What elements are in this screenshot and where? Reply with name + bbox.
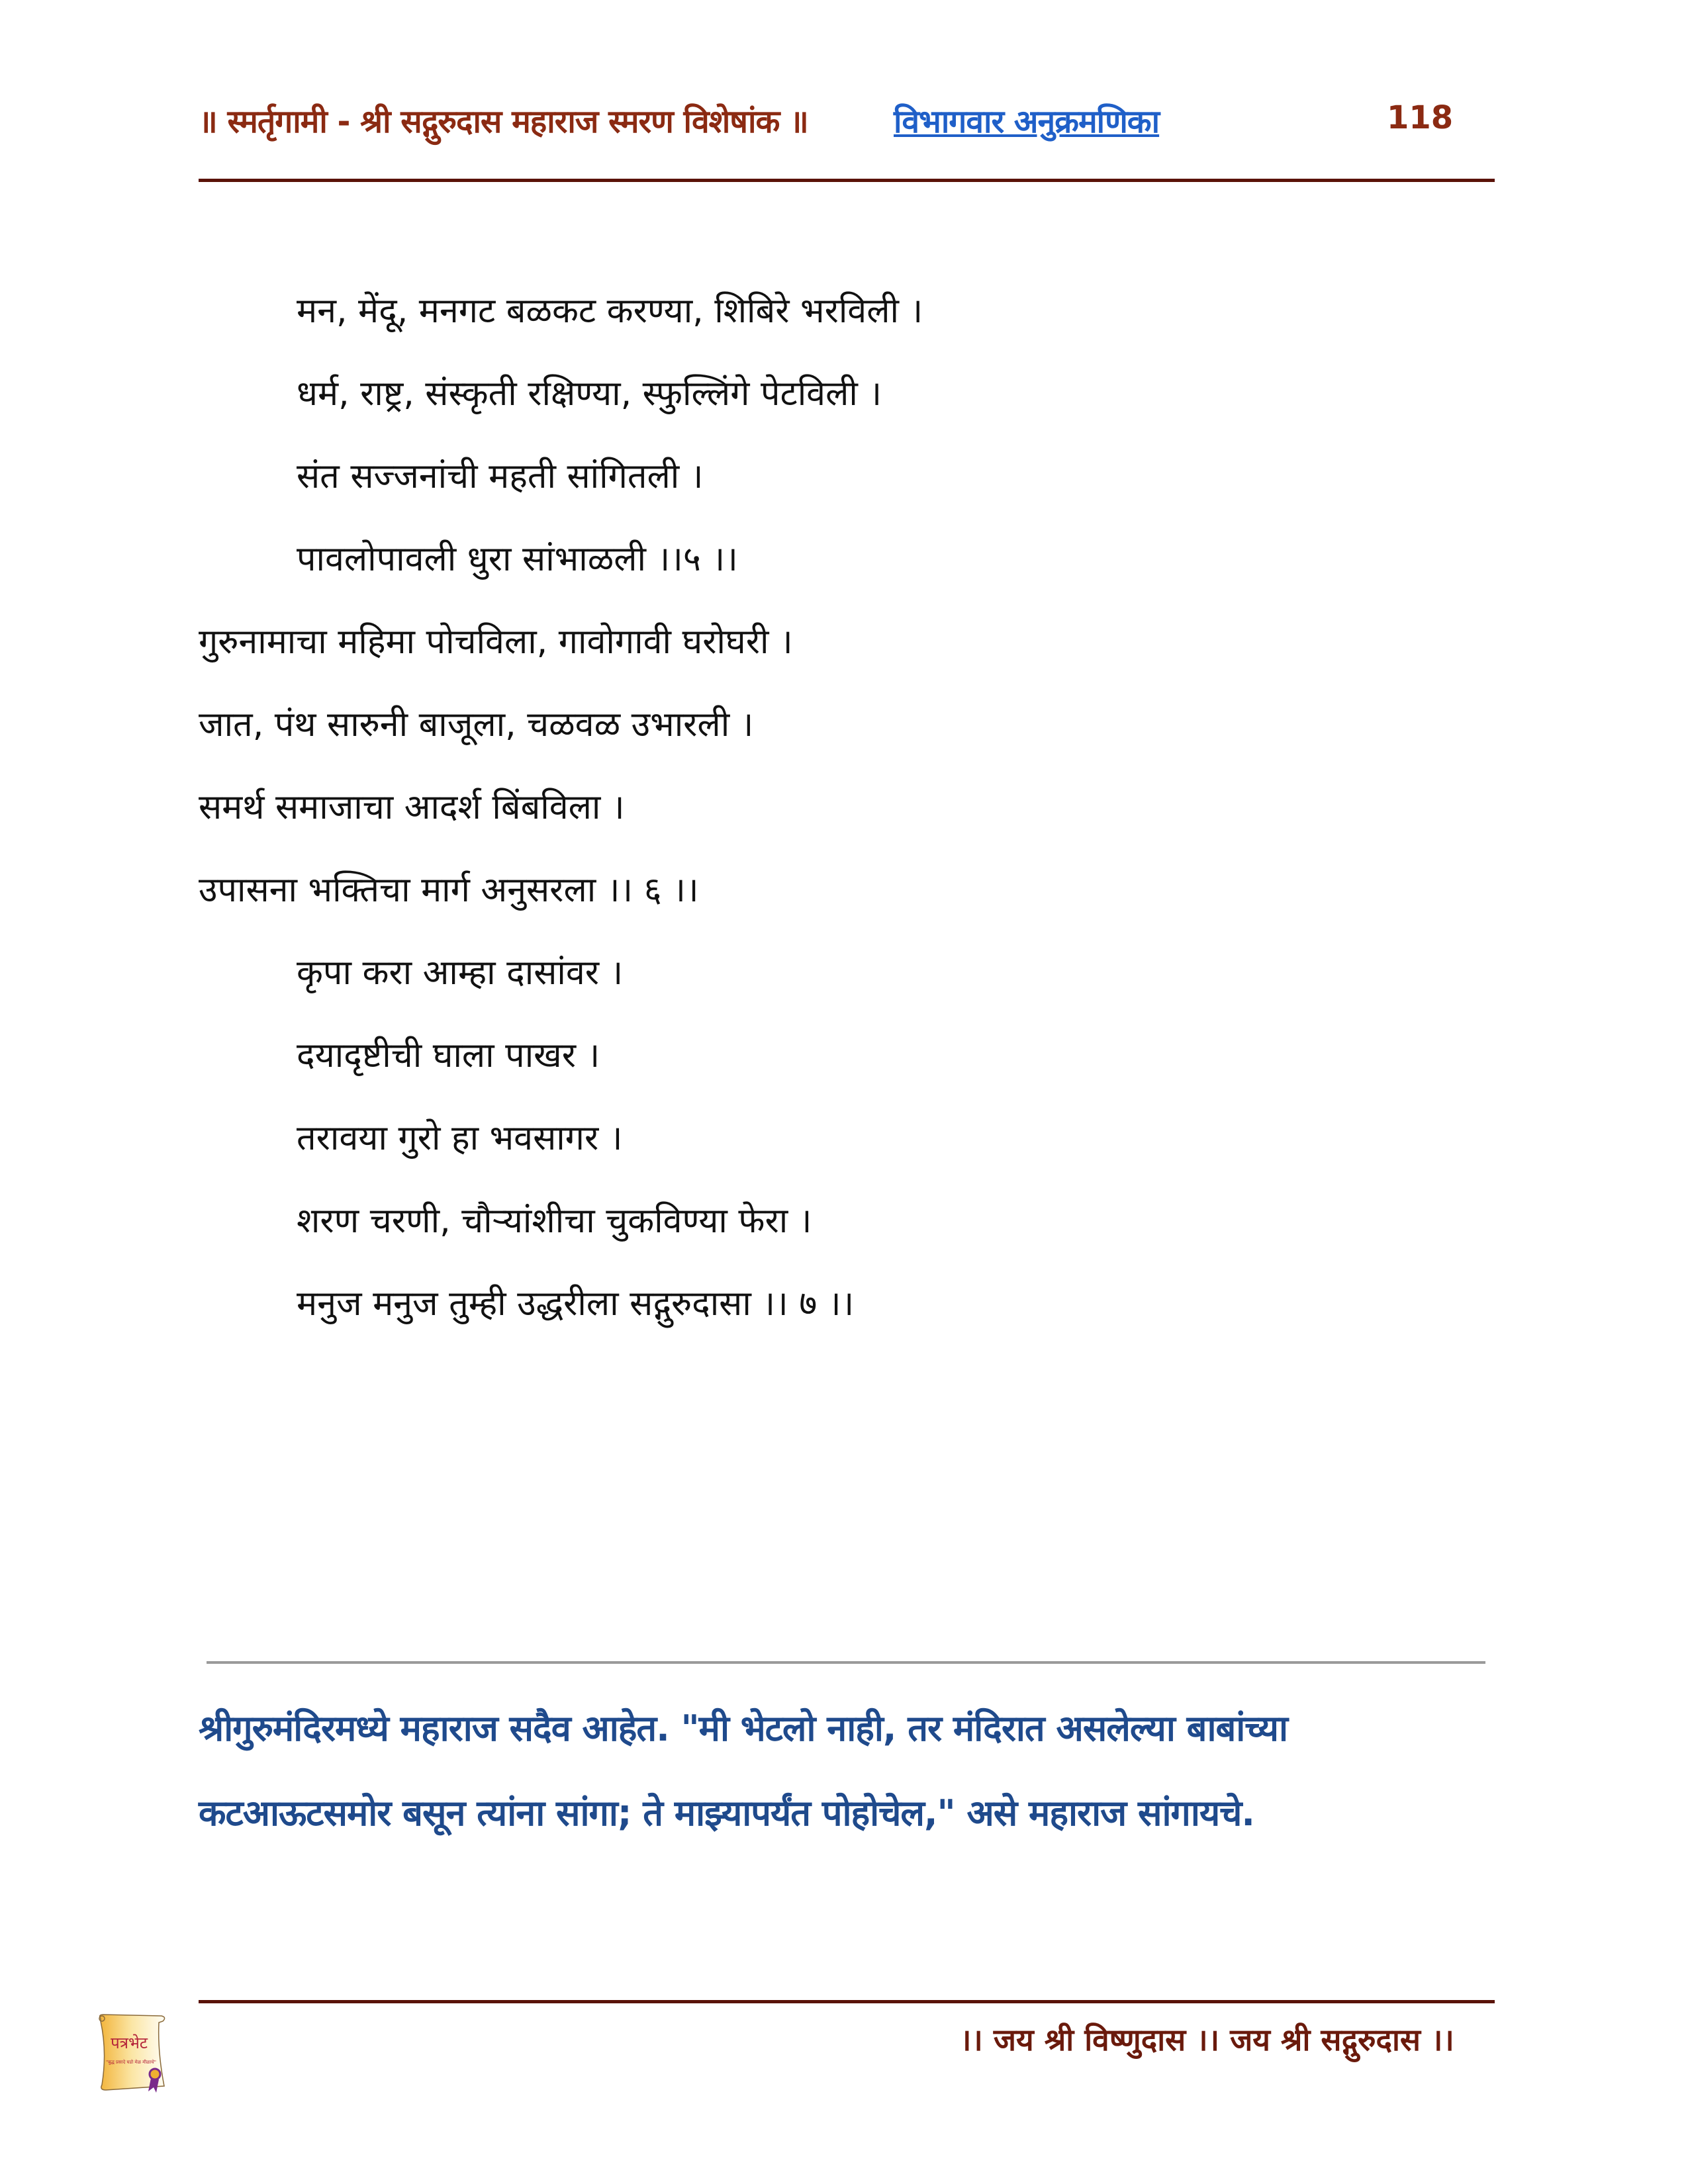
scroll-icon — [93, 2012, 172, 2095]
header-divider — [199, 179, 1495, 182]
poem-line: दयादृष्टीची घाला पाखर । — [297, 1036, 600, 1075]
page-header — [199, 93, 1489, 146]
poem-line: धर्म, राष्ट्र, संस्कृती रक्षिण्या, स्फुल्लिंगे पेटविली । — [297, 374, 882, 414]
quote-line-1: श्रीगुरुमंदिरमध्ये महाराज सदैव आहेत. "मी भेटलो नाही, तर मंदिरात असलेल्या बाबांच्या — [199, 1707, 1288, 1749]
poem-line: संत सज्जनांची महती सांगितली । — [297, 457, 704, 496]
poem-line: समर्थ समाजाचा आदर्श बिंबविला । — [199, 788, 625, 827]
svg-text:पत्रभेट: पत्रभेट — [111, 2034, 148, 2052]
poem-line: शरण चरणी, चौऱ्यांशीचा चुकविण्या फेरा । — [297, 1201, 812, 1241]
poem-line: जात, पंथ सारुनी बाजूला, चळवळ उभारली । — [199, 705, 754, 745]
footer-divider — [199, 2000, 1495, 2003]
poem-line: गुरुनामाचा महिमा पोचविला, गावोगावी घरोघरी । — [199, 622, 793, 662]
svg-text:"बुद्ध प्रसादे घडो मेळ मीळाचे": "बुद्ध प्रसादे घडो मेळ मीळाचे" — [106, 2060, 156, 2065]
poem-line: तरावया गुरो हा भवसागर । — [297, 1118, 623, 1158]
page-number: 118 — [1387, 99, 1454, 136]
patrabhet-scroll-logo — [93, 2012, 172, 2095]
poem-line: मन, मेंदू, मनगट बळकट करण्या, शिबिरे भरविली । — [297, 291, 923, 331]
poem-line: मनुज मनुज तुम्ही उद्धरीला सद्गुरुदासा ।। ७ ।। — [297, 1284, 855, 1324]
section-index-link[interactable]: विभागवार अनुक्रमणिका — [894, 103, 1160, 140]
quote-divider — [207, 1661, 1485, 1664]
magazine-title: ॥ स्मर्तृगामी - श्री सद्गुरुदास महाराज स्मरण विशेषांक ॥ — [199, 103, 808, 140]
poem-line: उपासना भक्तिचा मार्ग अनुसरला ।। ६ ।। — [199, 870, 699, 910]
footer-salutation: ।। जय श्री विष्णुदास ।। जय श्री सद्गुरुदास ।। — [960, 2022, 1454, 2058]
poem-line: कृपा करा आम्हा दासांवर । — [297, 953, 624, 993]
quote-line-2: कटआऊटसमोर बसून त्यांना सांगा; ते माझ्यापर्यंत पोहोचेल," असे महाराज सांगायचे. — [199, 1792, 1254, 1834]
poem-line: पावलोपावली धुरा सांभाळली ।।५ ।। — [297, 539, 738, 579]
